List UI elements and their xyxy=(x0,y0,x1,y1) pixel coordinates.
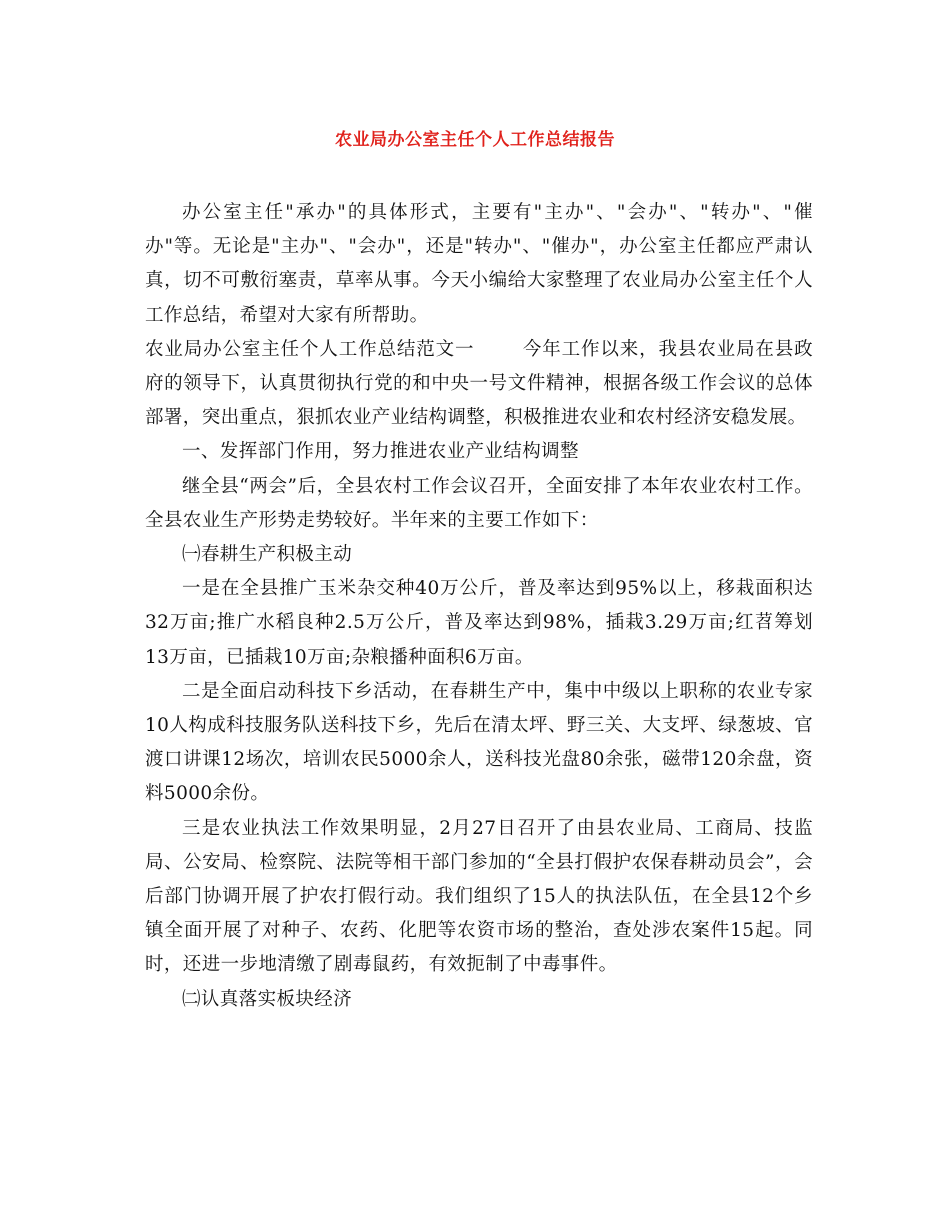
sample-paragraph xyxy=(145,333,813,436)
item-paragraph-1: 一是在全县推广玉米杂交种40万公斤，普及率达到95%以上，移栽面积达32万亩;推广水稻良种2.5万公斤，普及率达到98%，插栽3.29万亩;红苕筹划13万亩，已插栽10万亩;杂粮播种面积6万亩。 xyxy=(145,578,813,668)
subsection-heading-1: ㈠春耕生产积极主动 xyxy=(182,544,353,566)
sample-body: 今年工作以来，我县农业局在县政府的领导下，认真贯彻执行党的和中央一号文件精神，根据各级工作会议的总体部署，突出重点，狠抓农业产业结构调整，积极推进农业和农村经济安稳发展。 xyxy=(145,338,813,429)
section-1-intro: 继全县“两会”后，全县农村工作会议召开，全面安排了本年农业农村工作。全县农业生产形势走势较好。半年来的主要工作如下： xyxy=(145,475,813,531)
intro-paragraph: 办公室主任"承办"的具体形式，主要有"主办"、"会办"、"转办"、"催办"等。无论是"主办"、"会办"，还是"转办"、"催办"，办公室主任都应严肃认真，切不可敷衍塞责，草率从事。今天小编给大家整理了农业局办公室主任个人工作总结，希望对大家有所帮助。 xyxy=(145,202,813,326)
section-heading-1: 一、发挥部门作用，努力推进农业产业结构调整 xyxy=(182,441,579,463)
subsection-heading-2: ㈡认真落实板块经济 xyxy=(182,988,353,1010)
sample-heading: 农业局办公室主任个人工作总结范文一 xyxy=(145,338,475,360)
item-paragraph-3: 三是农业执法工作效果明显，2月27日召开了由县农业局、工商局、技监局、公安局、检察院、法院等相干部门参加的“全县打假护农保春耕动员会”，会后部门协调开展了护农打假行动。我们组织了15人的执法队伍，在全县12个乡镇全面开展了对种子、农药、化肥等农资市场的整治，查处涉农案件15起。同时，还进一步地清缴了剧毒鼠药，有效扼制了中毒事件。 xyxy=(145,817,813,976)
item-paragraph-2: 二是全面启动科技下乡活动，在春耕生产中，集中中级以上职称的农业专家10人构成科技服务队送科技下乡，先后在清太坪、野三关、大支坪、绿葱坡、官渡口讲课12场次，培训农民5000余人，送科技光盘80余张，磁带120余盘，资料5000余份。 xyxy=(145,680,813,805)
document-title: 农业局办公室主任个人工作总结报告 xyxy=(335,130,615,150)
document-body xyxy=(145,196,813,1017)
